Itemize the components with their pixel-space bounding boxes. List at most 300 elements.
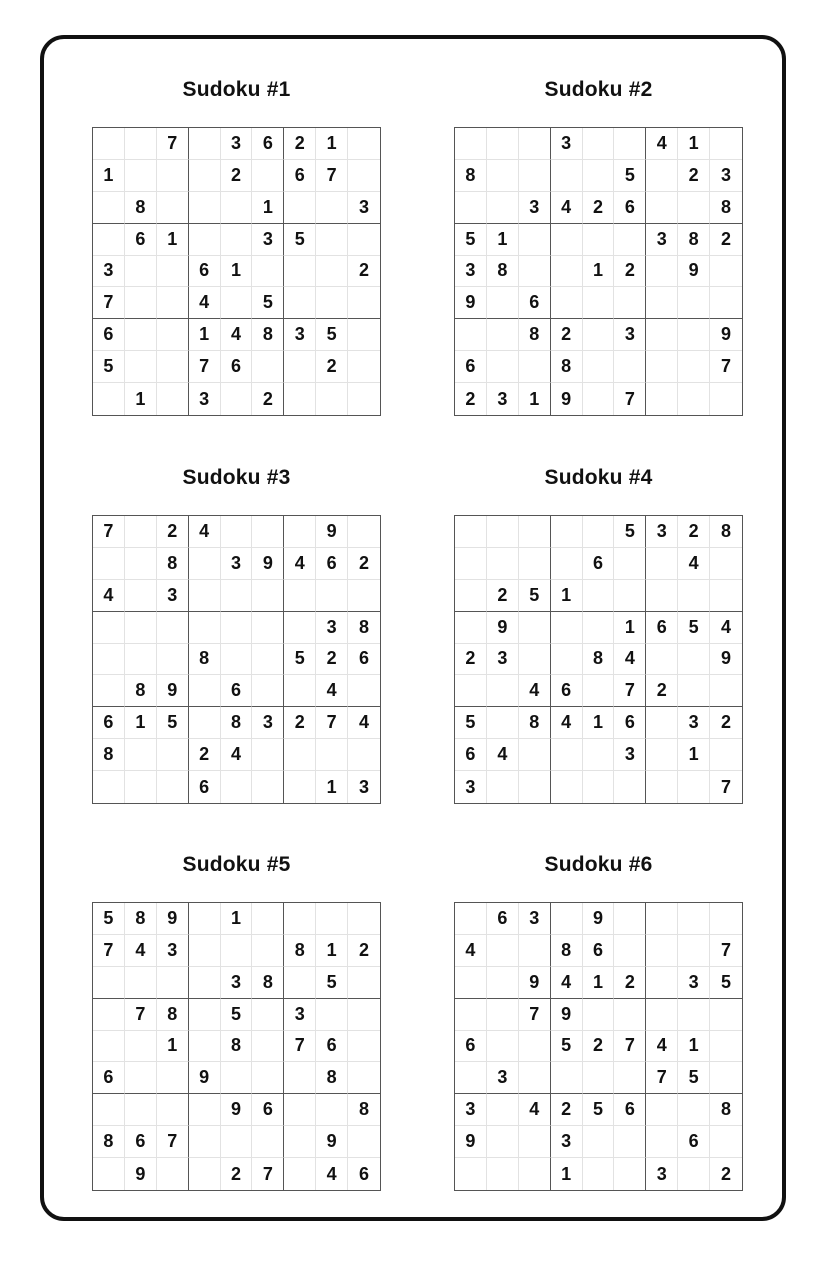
- sudoku-cell-r2-c1[interactable]: 7: [93, 935, 125, 967]
- sudoku-cell-r1-c5[interactable]: [583, 516, 615, 548]
- sudoku-cell-r9-c9[interactable]: 6: [359, 1163, 370, 1184]
- sudoku-cell-r5-c5[interactable]: [221, 644, 253, 676]
- sudoku-cell-r3-c5[interactable]: [221, 192, 253, 224]
- sudoku-cell-r2-c8[interactable]: [678, 935, 710, 967]
- sudoku-cell-r3-c1[interactable]: [93, 967, 125, 999]
- sudoku-cell-r1-c3[interactable]: 9: [157, 903, 189, 935]
- sudoku-cell-r7-c7[interactable]: [646, 319, 678, 351]
- sudoku-cell-r2-c7[interactable]: [646, 935, 678, 967]
- sudoku-cell-r5-c4[interactable]: [189, 1031, 221, 1063]
- sudoku-cell-r7-c5[interactable]: 4: [221, 319, 253, 351]
- sudoku-cell-r9-c9[interactable]: 7: [721, 776, 732, 797]
- sudoku-cell-r9-c3[interactable]: [157, 1158, 189, 1190]
- sudoku-cell-r3-c4[interactable]: [189, 967, 221, 999]
- sudoku-cell-r2-c8[interactable]: 1: [316, 935, 348, 967]
- sudoku-cell-r3-c9[interactable]: [348, 967, 380, 999]
- sudoku-cell-r3-c8[interactable]: 5: [316, 967, 348, 999]
- sudoku-cell-r3-c1[interactable]: [93, 192, 125, 224]
- sudoku-cell-r6-c6[interactable]: [252, 1062, 284, 1094]
- sudoku-cell-r2-c9[interactable]: 2: [348, 935, 380, 967]
- sudoku-cell-r5-c5[interactable]: 1: [221, 256, 253, 288]
- sudoku-cell-r3-c4[interactable]: 4: [551, 192, 583, 224]
- sudoku-cell-r7-c8[interactable]: 5: [316, 319, 348, 351]
- sudoku-cell-r8-c2[interactable]: [125, 739, 157, 771]
- sudoku-cell-r7-c8[interactable]: [678, 319, 710, 351]
- sudoku-cell-r5-c7[interactable]: 7: [284, 1031, 316, 1063]
- sudoku-cell-r5-c8[interactable]: 9: [678, 256, 710, 288]
- sudoku-cell-r4-c1[interactable]: [455, 999, 487, 1031]
- sudoku-cell-r3-c5[interactable]: 2: [583, 192, 615, 224]
- sudoku-cell-r5-c6[interactable]: 4: [614, 644, 646, 676]
- sudoku-cell-r6-c8[interactable]: [316, 287, 348, 319]
- sudoku-cell-r6-c1[interactable]: 7: [93, 287, 125, 319]
- sudoku-cell-r9-c5[interactable]: [583, 383, 615, 415]
- sudoku-cell-r9-c2[interactable]: [487, 1158, 519, 1190]
- sudoku-cell-r4-c6[interactable]: [614, 999, 646, 1031]
- sudoku-cell-r5-c9[interactable]: [710, 1031, 742, 1063]
- sudoku-cell-r9-c8[interactable]: 1: [316, 771, 348, 803]
- sudoku-cell-r6-c3[interactable]: 4: [519, 675, 551, 707]
- sudoku-cell-r5-c1[interactable]: [93, 1031, 125, 1063]
- sudoku-cell-r2-c5[interactable]: 2: [221, 160, 253, 192]
- sudoku-cell-r8-c8[interactable]: 1: [678, 739, 710, 771]
- sudoku-cell-r5-c2[interactable]: 3: [487, 644, 519, 676]
- sudoku-cell-r4-c7[interactable]: 5: [284, 224, 316, 256]
- sudoku-cell-r5-c4[interactable]: [551, 256, 583, 288]
- sudoku-cell-r6-c3[interactable]: [157, 1062, 189, 1094]
- sudoku-cell-r5-c2[interactable]: [125, 256, 157, 288]
- sudoku-cell-r9-c7[interactable]: [284, 383, 316, 415]
- sudoku-cell-r2-c1[interactable]: [455, 548, 487, 580]
- sudoku-cell-r1-c8[interactable]: [316, 903, 348, 935]
- sudoku-cell-r9-c5[interactable]: [221, 771, 253, 803]
- sudoku-cell-r5-c3[interactable]: [157, 644, 189, 676]
- sudoku-cell-r2-c5[interactable]: 6: [583, 935, 615, 967]
- sudoku-cell-r2-c6[interactable]: [252, 160, 284, 192]
- sudoku-cell-r1-c9[interactable]: 8: [710, 516, 742, 548]
- sudoku-cell-r7-c6[interactable]: 3: [252, 707, 284, 739]
- sudoku-cell-r6-c5[interactable]: [221, 287, 253, 319]
- sudoku-cell-r4-c7[interactable]: 6: [646, 612, 678, 644]
- sudoku-cell-r2-c3[interactable]: [519, 935, 551, 967]
- sudoku-cell-r8-c9[interactable]: [710, 739, 742, 771]
- sudoku-cell-r9-c9[interactable]: [348, 383, 380, 415]
- sudoku-cell-r7-c6[interactable]: 3: [614, 319, 646, 351]
- sudoku-cell-r1-c5[interactable]: 9: [583, 903, 615, 935]
- sudoku-cell-r7-c8[interactable]: 7: [316, 707, 348, 739]
- sudoku-cell-r1-c8[interactable]: 9: [316, 516, 348, 548]
- sudoku-cell-r7-c1[interactable]: 6: [93, 707, 125, 739]
- sudoku-cell-r6-c2[interactable]: [487, 675, 519, 707]
- sudoku-cell-r1-c6[interactable]: [614, 128, 646, 160]
- sudoku-cell-r7-c8[interactable]: [316, 1094, 348, 1126]
- sudoku-cell-r5-c7[interactable]: 4: [646, 1031, 678, 1063]
- sudoku-cell-r8-c9[interactable]: [348, 1126, 380, 1158]
- sudoku-cell-r4-c4[interactable]: [189, 612, 221, 644]
- sudoku-cell-r3-c1[interactable]: [455, 580, 487, 612]
- sudoku-cell-r1-c6[interactable]: [252, 516, 284, 548]
- sudoku-cell-r2-c8[interactable]: 4: [678, 548, 710, 580]
- sudoku-cell-r3-c9[interactable]: [348, 580, 380, 612]
- sudoku-cell-r4-c8[interactable]: 5: [678, 612, 710, 644]
- sudoku-cell-r2-c6[interactable]: 5: [614, 160, 646, 192]
- sudoku-cell-r4-c1[interactable]: [93, 999, 125, 1031]
- sudoku-cell-r7-c7[interactable]: [646, 1094, 678, 1126]
- sudoku-cell-r6-c5[interactable]: [583, 1062, 615, 1094]
- sudoku-cell-r5-c6[interactable]: 7: [614, 1031, 646, 1063]
- sudoku-cell-r2-c5[interactable]: 3: [221, 548, 253, 580]
- sudoku-cell-r6-c4[interactable]: [551, 1062, 583, 1094]
- sudoku-cell-r9-c8[interactable]: 4: [316, 1158, 348, 1190]
- sudoku-cell-r5-c6[interactable]: 2: [614, 256, 646, 288]
- sudoku-cell-r8-c2[interactable]: 4: [487, 739, 519, 771]
- sudoku-cell-r3-c6[interactable]: [614, 580, 646, 612]
- sudoku-cell-r4-c9[interactable]: [710, 999, 742, 1031]
- sudoku-cell-r4-c1[interactable]: 5: [455, 224, 487, 256]
- sudoku-cell-r6-c8[interactable]: 5: [678, 1062, 710, 1094]
- sudoku-cell-r2-c6[interactable]: [252, 935, 284, 967]
- sudoku-cell-r5-c9[interactable]: 9: [710, 644, 742, 676]
- sudoku-cell-r6-c4[interactable]: [551, 287, 583, 319]
- sudoku-cell-r4-c3[interactable]: [519, 224, 551, 256]
- sudoku-cell-r5-c9[interactable]: [710, 256, 742, 288]
- sudoku-cell-r3-c3[interactable]: 5: [519, 580, 551, 612]
- sudoku-cell-r4-c2[interactable]: [125, 612, 157, 644]
- sudoku-cell-r9-c3[interactable]: [157, 383, 189, 415]
- sudoku-cell-r3-c2[interactable]: [125, 967, 157, 999]
- sudoku-cell-r8-c9[interactable]: [348, 351, 380, 383]
- sudoku-cell-r9-c2[interactable]: 1: [125, 383, 157, 415]
- sudoku-cell-r2-c6[interactable]: [614, 935, 646, 967]
- sudoku-cell-r2-c4[interactable]: [551, 548, 583, 580]
- sudoku-cell-r4-c9[interactable]: [348, 224, 380, 256]
- sudoku-cell-r3-c6[interactable]: 6: [614, 192, 646, 224]
- sudoku-cell-r1-c7[interactable]: 3: [646, 516, 678, 548]
- sudoku-cell-r6-c3[interactable]: 9: [157, 675, 189, 707]
- sudoku-cell-r5-c2[interactable]: [125, 644, 157, 676]
- sudoku-cell-r5-c2[interactable]: [125, 1031, 157, 1063]
- sudoku-cell-r8-c2[interactable]: 6: [125, 1126, 157, 1158]
- sudoku-cell-r1-c8[interactable]: 1: [316, 128, 348, 160]
- sudoku-cell-r9-c3[interactable]: [157, 771, 189, 803]
- sudoku-cell-r9-c9[interactable]: [710, 383, 742, 415]
- sudoku-cell-r4-c8[interactable]: [316, 999, 348, 1031]
- sudoku-cell-r2-c7[interactable]: [646, 160, 678, 192]
- sudoku-cell-r2-c9[interactable]: 7: [710, 935, 742, 967]
- sudoku-cell-r2-c5[interactable]: 6: [583, 548, 615, 580]
- sudoku-cell-r7-c1[interactable]: 3: [455, 1094, 487, 1126]
- sudoku-cell-r9-c6[interactable]: 7: [252, 1158, 284, 1190]
- sudoku-cell-r8-c3[interactable]: [519, 351, 551, 383]
- sudoku-cell-r3-c9[interactable]: [710, 580, 742, 612]
- sudoku-cell-r8-c2[interactable]: [125, 351, 157, 383]
- sudoku-cell-r5-c7[interactable]: [646, 256, 678, 288]
- sudoku-cell-r8-c6[interactable]: [252, 351, 284, 383]
- sudoku-cell-r1-c7[interactable]: [284, 903, 316, 935]
- sudoku-cell-r6-c4[interactable]: 6: [551, 675, 583, 707]
- sudoku-cell-r4-c4[interactable]: [189, 999, 221, 1031]
- sudoku-cell-r1-c3[interactable]: 7: [157, 128, 189, 160]
- sudoku-cell-r7-c5[interactable]: 1: [583, 707, 615, 739]
- sudoku-cell-r7-c8[interactable]: [678, 1094, 710, 1126]
- sudoku-cell-r9-c8[interactable]: [678, 1158, 710, 1190]
- sudoku-cell-r8-c4[interactable]: 3: [551, 1126, 583, 1158]
- sudoku-cell-r7-c4[interactable]: 2: [551, 319, 583, 351]
- sudoku-cell-r9-c6[interactable]: [252, 771, 284, 803]
- sudoku-cell-r3-c5[interactable]: [583, 580, 615, 612]
- sudoku-cell-r3-c8[interactable]: [678, 580, 710, 612]
- sudoku-cell-r7-c3[interactable]: [157, 319, 189, 351]
- sudoku-cell-r6-c2[interactable]: [125, 287, 157, 319]
- sudoku-cell-r2-c2[interactable]: 4: [125, 935, 157, 967]
- sudoku-cell-r7-c2[interactable]: [487, 707, 519, 739]
- sudoku-cell-r6-c9[interactable]: [710, 675, 742, 707]
- sudoku-cell-r3-c4[interactable]: [189, 192, 221, 224]
- sudoku-cell-r8-c3[interactable]: [157, 351, 189, 383]
- sudoku-cell-r1-c3[interactable]: 3: [519, 903, 551, 935]
- sudoku-cell-r3-c6[interactable]: 8: [252, 967, 284, 999]
- sudoku-cell-r3-c2[interactable]: [487, 967, 519, 999]
- sudoku-cell-r9-c8[interactable]: [678, 383, 710, 415]
- sudoku-cell-r9-c4[interactable]: 9: [551, 383, 583, 415]
- sudoku-cell-r7-c1[interactable]: 5: [455, 707, 487, 739]
- sudoku-cell-r3-c5[interactable]: 3: [221, 967, 253, 999]
- sudoku-cell-r1-c9[interactable]: [710, 903, 742, 935]
- sudoku-cell-r9-c6[interactable]: [614, 1158, 646, 1190]
- sudoku-cell-r8-c9[interactable]: [348, 739, 380, 771]
- sudoku-cell-r4-c3[interactable]: [519, 612, 551, 644]
- sudoku-cell-r8-c4[interactable]: [189, 1126, 221, 1158]
- sudoku-cell-r6-c6[interactable]: [614, 1062, 646, 1094]
- sudoku-cell-r7-c3[interactable]: 4: [519, 1094, 551, 1126]
- sudoku-cell-r9-c8[interactable]: [678, 771, 710, 803]
- sudoku-cell-r8-c8[interactable]: 9: [316, 1126, 348, 1158]
- sudoku-cell-r9-c2[interactable]: [487, 771, 519, 803]
- sudoku-cell-r7-c4[interactable]: 4: [551, 707, 583, 739]
- sudoku-cell-r5-c7[interactable]: [284, 256, 316, 288]
- sudoku-cell-r6-c7[interactable]: 7: [646, 1062, 678, 1094]
- sudoku-cell-r8-c5[interactable]: [583, 739, 615, 771]
- sudoku-cell-r1-c2[interactable]: 6: [487, 903, 519, 935]
- sudoku-cell-r7-c4[interactable]: 2: [551, 1094, 583, 1126]
- sudoku-cell-r8-c7[interactable]: [284, 351, 316, 383]
- sudoku-cell-r2-c9[interactable]: [348, 160, 380, 192]
- sudoku-cell-r1-c8[interactable]: 2: [678, 516, 710, 548]
- sudoku-cell-r6-c3[interactable]: [157, 287, 189, 319]
- sudoku-cell-r2-c2[interactable]: [125, 548, 157, 580]
- sudoku-cell-r8-c6[interactable]: 3: [614, 739, 646, 771]
- sudoku-cell-r3-c3[interactable]: [157, 967, 189, 999]
- sudoku-cell-r3-c5[interactable]: [221, 580, 253, 612]
- sudoku-cell-r5-c4[interactable]: 6: [189, 256, 221, 288]
- sudoku-cell-r6-c3[interactable]: [519, 1062, 551, 1094]
- sudoku-cell-r7-c7[interactable]: [284, 1094, 316, 1126]
- sudoku-cell-r7-c9[interactable]: [348, 319, 380, 351]
- sudoku-cell-r9-c5[interactable]: [583, 771, 615, 803]
- sudoku-cell-r1-c7[interactable]: 4: [646, 128, 678, 160]
- sudoku-cell-r5-c8[interactable]: [316, 256, 348, 288]
- sudoku-cell-r4-c2[interactable]: 9: [487, 612, 519, 644]
- sudoku-cell-r6-c6[interactable]: 7: [614, 675, 646, 707]
- sudoku-cell-r6-c1[interactable]: [93, 675, 125, 707]
- sudoku-cell-r2-c3[interactable]: [519, 548, 551, 580]
- sudoku-cell-r9-c4[interactable]: 3: [189, 383, 221, 415]
- sudoku-cell-r9-c4[interactable]: 6: [189, 771, 221, 803]
- sudoku-cell-r2-c1[interactable]: 4: [455, 935, 487, 967]
- sudoku-cell-r6-c9[interactable]: [348, 675, 380, 707]
- sudoku-cell-r9-c7[interactable]: 3: [646, 1158, 678, 1190]
- sudoku-cell-r3-c6[interactable]: [252, 580, 284, 612]
- sudoku-cell-r4-c5[interactable]: [583, 999, 615, 1031]
- sudoku-cell-r8-c6[interactable]: [614, 1126, 646, 1158]
- sudoku-cell-r4-c8[interactable]: [316, 224, 348, 256]
- sudoku-cell-r2-c7[interactable]: [646, 548, 678, 580]
- sudoku-cell-r3-c4[interactable]: [189, 580, 221, 612]
- sudoku-cell-r4-c3[interactable]: 1: [157, 224, 189, 256]
- sudoku-cell-r9-c1[interactable]: 3: [455, 771, 487, 803]
- sudoku-cell-r1-c9[interactable]: [348, 516, 380, 548]
- sudoku-cell-r7-c4[interactable]: 1: [189, 319, 221, 351]
- sudoku-cell-r6-c2[interactable]: [487, 287, 519, 319]
- sudoku-cell-r4-c5[interactable]: [583, 612, 615, 644]
- sudoku-cell-r6-c6[interactable]: [252, 675, 284, 707]
- sudoku-cell-r3-c7[interactable]: [646, 580, 678, 612]
- sudoku-cell-r3-c3[interactable]: [157, 192, 189, 224]
- sudoku-cell-r7-c4[interactable]: [189, 707, 221, 739]
- sudoku-cell-r8-c7[interactable]: [646, 739, 678, 771]
- sudoku-cell-r4-c4[interactable]: [551, 612, 583, 644]
- sudoku-cell-r6-c1[interactable]: [455, 675, 487, 707]
- sudoku-cell-r3-c6[interactable]: 2: [614, 967, 646, 999]
- sudoku-cell-r7-c6[interactable]: 8: [252, 319, 284, 351]
- sudoku-cell-r2-c6[interactable]: [614, 548, 646, 580]
- sudoku-cell-r2-c2[interactable]: [487, 935, 519, 967]
- sudoku-cell-r7-c9[interactable]: 8: [348, 1094, 380, 1126]
- sudoku-cell-r1-c1[interactable]: 7: [93, 516, 125, 548]
- sudoku-cell-r9-c4[interactable]: [551, 771, 583, 803]
- sudoku-cell-r3-c2[interactable]: 8: [125, 192, 157, 224]
- sudoku-cell-r5-c5[interactable]: 8: [221, 1031, 253, 1063]
- sudoku-cell-r7-c3[interactable]: 8: [519, 707, 551, 739]
- sudoku-cell-r2-c8[interactable]: 6: [316, 548, 348, 580]
- sudoku-cell-r4-c6[interactable]: [252, 999, 284, 1031]
- sudoku-cell-r8-c8[interactable]: [678, 351, 710, 383]
- sudoku-cell-r4-c3[interactable]: [157, 612, 189, 644]
- sudoku-cell-r1-c3[interactable]: [519, 128, 551, 160]
- sudoku-cell-r2-c4[interactable]: [189, 160, 221, 192]
- sudoku-cell-r2-c3[interactable]: 3: [157, 935, 189, 967]
- sudoku-cell-r5-c3[interactable]: 1: [157, 1031, 189, 1063]
- sudoku-cell-r1-c1[interactable]: [455, 516, 487, 548]
- sudoku-cell-r6-c8[interactable]: 4: [316, 675, 348, 707]
- sudoku-cell-r7-c9[interactable]: 9: [710, 319, 742, 351]
- sudoku-cell-r3-c2[interactable]: [487, 192, 519, 224]
- sudoku-cell-r9-c7[interactable]: [284, 1158, 316, 1190]
- sudoku-cell-r9-c3[interactable]: 1: [519, 383, 551, 415]
- sudoku-cell-r2-c2[interactable]: [125, 160, 157, 192]
- sudoku-cell-r9-c5[interactable]: [583, 1158, 615, 1190]
- sudoku-cell-r3-c5[interactable]: 1: [583, 967, 615, 999]
- sudoku-cell-r3-c3[interactable]: 3: [519, 192, 551, 224]
- sudoku-cell-r8-c5[interactable]: 6: [221, 351, 253, 383]
- sudoku-cell-r8-c2[interactable]: [487, 351, 519, 383]
- sudoku-cell-r9-c1[interactable]: [93, 1158, 125, 1190]
- sudoku-cell-r4-c9[interactable]: 4: [710, 612, 742, 644]
- sudoku-cell-r2-c7[interactable]: 6: [284, 160, 316, 192]
- sudoku-cell-r6-c9[interactable]: [348, 1062, 380, 1094]
- sudoku-cell-r4-c6[interactable]: [614, 224, 646, 256]
- sudoku-cell-r2-c5[interactable]: [221, 935, 253, 967]
- sudoku-cell-r9-c1[interactable]: [93, 383, 125, 415]
- sudoku-cell-r8-c8[interactable]: 6: [678, 1126, 710, 1158]
- sudoku-cell-r6-c7[interactable]: [284, 1062, 316, 1094]
- sudoku-cell-r7-c7[interactable]: 3: [284, 319, 316, 351]
- sudoku-cell-r8-c6[interactable]: [614, 351, 646, 383]
- sudoku-cell-r1-c4[interactable]: [189, 903, 221, 935]
- sudoku-cell-r3-c8[interactable]: [678, 192, 710, 224]
- sudoku-cell-r8-c7[interactable]: [284, 739, 316, 771]
- sudoku-cell-r1-c5[interactable]: 1: [221, 903, 253, 935]
- sudoku-cell-r2-c6[interactable]: 9: [252, 548, 284, 580]
- sudoku-cell-r6-c9[interactable]: [710, 287, 742, 319]
- sudoku-cell-r7-c1[interactable]: 6: [93, 319, 125, 351]
- sudoku-cell-r1-c5[interactable]: 3: [221, 128, 253, 160]
- sudoku-cell-r9-c9[interactable]: 2: [721, 1163, 732, 1184]
- sudoku-cell-r5-c1[interactable]: 3: [93, 256, 125, 288]
- sudoku-cell-r1-c1[interactable]: [455, 128, 487, 160]
- sudoku-cell-r7-c3[interactable]: [157, 1094, 189, 1126]
- sudoku-cell-r1-c2[interactable]: [487, 516, 519, 548]
- sudoku-cell-r7-c7[interactable]: [646, 707, 678, 739]
- sudoku-cell-r8-c7[interactable]: [646, 351, 678, 383]
- sudoku-cell-r7-c9[interactable]: 4: [348, 707, 380, 739]
- sudoku-cell-r3-c7[interactable]: [284, 580, 316, 612]
- sudoku-cell-r1-c6[interactable]: 5: [614, 516, 646, 548]
- sudoku-cell-r4-c9[interactable]: 2: [710, 224, 742, 256]
- sudoku-cell-r1-c7[interactable]: [284, 516, 316, 548]
- sudoku-cell-r6-c8[interactable]: [678, 287, 710, 319]
- sudoku-cell-r2-c4[interactable]: [551, 160, 583, 192]
- sudoku-cell-r6-c3[interactable]: 6: [519, 287, 551, 319]
- sudoku-cell-r7-c6[interactable]: 6: [252, 1094, 284, 1126]
- sudoku-cell-r6-c7[interactable]: [284, 675, 316, 707]
- sudoku-cell-r9-c9[interactable]: 3: [359, 776, 370, 797]
- sudoku-cell-r4-c9[interactable]: 8: [348, 612, 380, 644]
- sudoku-cell-r4-c8[interactable]: [678, 999, 710, 1031]
- sudoku-cell-r5-c3[interactable]: [519, 256, 551, 288]
- sudoku-cell-r1-c1[interactable]: [455, 903, 487, 935]
- sudoku-cell-r6-c7[interactable]: [646, 287, 678, 319]
- sudoku-cell-r4-c6[interactable]: 1: [614, 612, 646, 644]
- sudoku-cell-r6-c5[interactable]: 6: [221, 675, 253, 707]
- sudoku-cell-r6-c8[interactable]: 8: [316, 1062, 348, 1094]
- sudoku-cell-r1-c8[interactable]: [678, 903, 710, 935]
- sudoku-cell-r5-c1[interactable]: [93, 644, 125, 676]
- sudoku-cell-r1-c4[interactable]: [551, 903, 583, 935]
- sudoku-cell-r4-c5[interactable]: 5: [221, 999, 253, 1031]
- sudoku-cell-r3-c9[interactable]: 8: [710, 192, 742, 224]
- sudoku-cell-r9-c6[interactable]: 2: [252, 383, 284, 415]
- sudoku-cell-r6-c2[interactable]: 3: [487, 1062, 519, 1094]
- sudoku-cell-r9-c3[interactable]: [519, 1158, 551, 1190]
- sudoku-cell-r6-c4[interactable]: 4: [189, 287, 221, 319]
- sudoku-cell-r4-c6[interactable]: [252, 612, 284, 644]
- sudoku-cell-r5-c8[interactable]: 1: [678, 1031, 710, 1063]
- sudoku-cell-r7-c5[interactable]: 5: [583, 1094, 615, 1126]
- sudoku-cell-r5-c5[interactable]: 2: [583, 1031, 615, 1063]
- sudoku-cell-r2-c5[interactable]: [583, 160, 615, 192]
- sudoku-cell-r3-c2[interactable]: 2: [487, 580, 519, 612]
